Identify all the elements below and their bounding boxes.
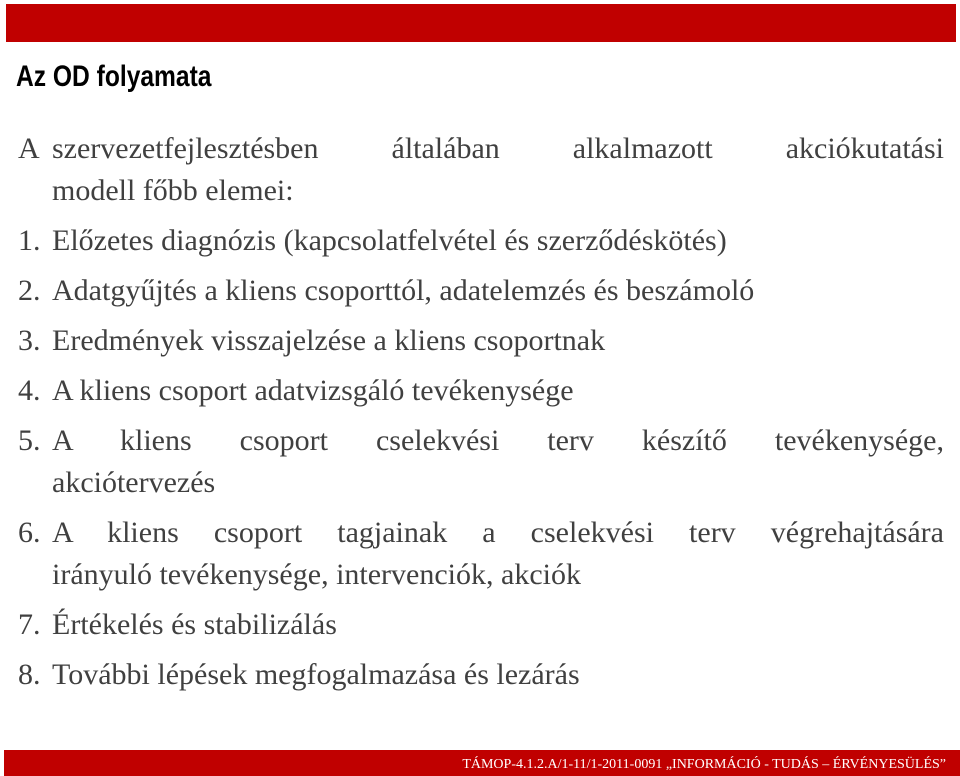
intro-word-a: A — [18, 132, 40, 165]
item-text: A kliens csoport adatvizsgáló tevékenysége — [52, 374, 574, 407]
list-item — [18, 512, 944, 596]
list-item — [18, 320, 944, 362]
intro-line-2: modell főbb elemei: — [52, 174, 294, 207]
item-number: 2. — [18, 274, 41, 307]
list-item — [18, 654, 944, 696]
item-number: 5. — [18, 424, 41, 457]
intro-paragraph — [18, 128, 944, 212]
list-item — [18, 220, 944, 262]
list-item — [18, 420, 944, 504]
item-number: 8. — [18, 658, 41, 691]
item-text-line-2: irányuló tevékenysége, intervenciók, akciók — [52, 558, 581, 591]
item-text-line-1: A kliens csoport cselekvési terv készítő tevékenysége, — [52, 424, 944, 457]
slide-title: Az OD folyamata — [16, 60, 212, 93]
item-text: Eredmények visszajelzése a kliens csoportnak — [52, 324, 606, 357]
list-item — [18, 604, 944, 646]
item-number: 7. — [18, 608, 41, 641]
item-text: Adatgyűjtés a kliens csoporttól, adatelemzés és beszámoló — [52, 274, 755, 307]
item-number: 1. — [18, 224, 41, 257]
item-text: Előzetes diagnózis (kapcsolatfelvétel és szerződéskötés) — [52, 224, 727, 257]
footer-project-code: TÁMOP-4.1.2.A/1-11/1-2011-0091 „INFORMÁCIÓ - TUDÁS – ÉRVÉNYESÜLÉS” — [462, 757, 946, 772]
item-text: További lépések megfogalmazása és lezárás — [52, 658, 580, 691]
top-red-bar — [6, 4, 956, 42]
item-number: 6. — [18, 516, 41, 549]
item-text: Értékelés és stabilizálás — [52, 608, 337, 641]
slide-content — [18, 128, 944, 696]
list-item — [18, 270, 944, 312]
list-item — [18, 370, 944, 412]
item-text-line-1: A kliens csoport tagjainak a cselekvési terv végrehajtására — [52, 516, 944, 549]
intro-line-1: szervezetfejlesztésben általában alkalmazott akciókutatási — [52, 132, 944, 165]
item-number: 4. — [18, 374, 41, 407]
item-number: 3. — [18, 324, 41, 357]
item-text-line-2: akciótervezés — [52, 466, 216, 499]
